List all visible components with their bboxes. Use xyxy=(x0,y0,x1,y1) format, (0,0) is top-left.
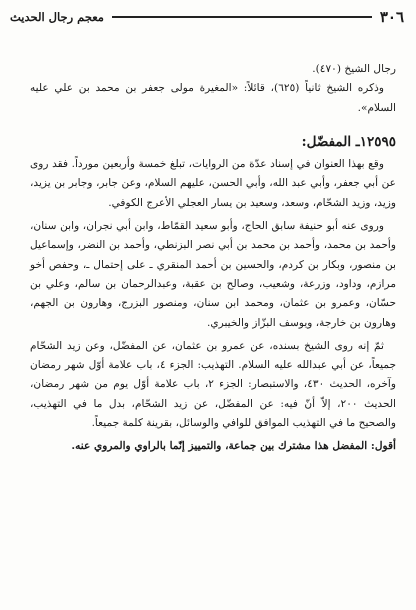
page-number: ٣٠٦ xyxy=(379,8,404,26)
paragraph-second-mention: وذكره الشيخ ثانياً (٦٢٥)، قائلاً: «المغيرة مولى جعفر بن محمد بن علي عليه السلام». xyxy=(30,82,396,114)
page-body xyxy=(30,60,396,457)
paragraph-note xyxy=(30,437,396,456)
header-rule xyxy=(112,16,372,18)
paragraph-isnad-discussion: ثمّ إنه روى الشيخ بسنده، عن عمرو بن عثمان، عن المفضّل، وعن زيد الشحّام جميعاً، عن أبي عبدالله عليه السلام. التهذيب: الجزء ٤، باب علامة أوّل شهر رمضان وآخره، الحديث ٤٣٠، والاستبصار: الجزء ٢، باب علامة أوّل يوم من شهر رمضان، الحديث ٢٠٠، إلاّ أنّ فيه: عن المفضّل، عن زيد الشحّام، بدل ما في التهذيب، والصحيح ما في التهذيب الموافق للوافي والوسائل، بقرينة كلمة جميعاً. xyxy=(30,339,396,430)
note-label: أقول: xyxy=(370,440,396,453)
entry-heading xyxy=(30,133,396,153)
note-text: المفضل هذا مشترك بين جماعة، والتمييز إنّما بالراوي والمروي عنه. xyxy=(71,440,371,453)
paragraph-citation: رجال الشيخ (٤٧٠). xyxy=(312,63,396,75)
paragraph-narrations: وقع بهذا العنوان في إسناد عدّة من الروايات، تبلغ خمسة وأربعين مورداً. فقد روى عن أبي جعفر، وأبي عبد الله، وأبي الحسن، عليهم السلام، وعن جابر، وجابر بن يزيد، وزيد، وزيد الشحّام، وسعد، وسعيد بن يسار العجلي الأعرج الكوفي. xyxy=(30,158,396,209)
paragraph-narrators-from: وروى عنه أبو حنيفة سابق الحاج، وأبو سعيد القمّاط، وابن أبي نجران، وابن سنان، وأحمد بن محمد، وأحمد بن محمد بن أبي نصر البزنطي، وأحمد بن النضر، وإسماعيل بن منصور، وبكار بن كردم، والحسين بن أحمد المنقري ـ على إحتمال ـ، وحفص أخو مرازم، وداود، وزرعة، وشعيب، وصالح بن عقبة، وعبدالرحمان بن سالم، وعلي بن حسّان، وعمرو بن عثمان، ومحمد ابن سنان، ومنصور البزرج، وهارون بن الجهم، وهارون بن خارجة، ويوسف البزّاز والخيبري. xyxy=(30,220,396,329)
running-title: معجم رجال الحديث xyxy=(10,10,104,24)
entry-title: ١٢٥٩٥ـ المفضّل: xyxy=(301,133,396,150)
page-header xyxy=(10,4,404,30)
